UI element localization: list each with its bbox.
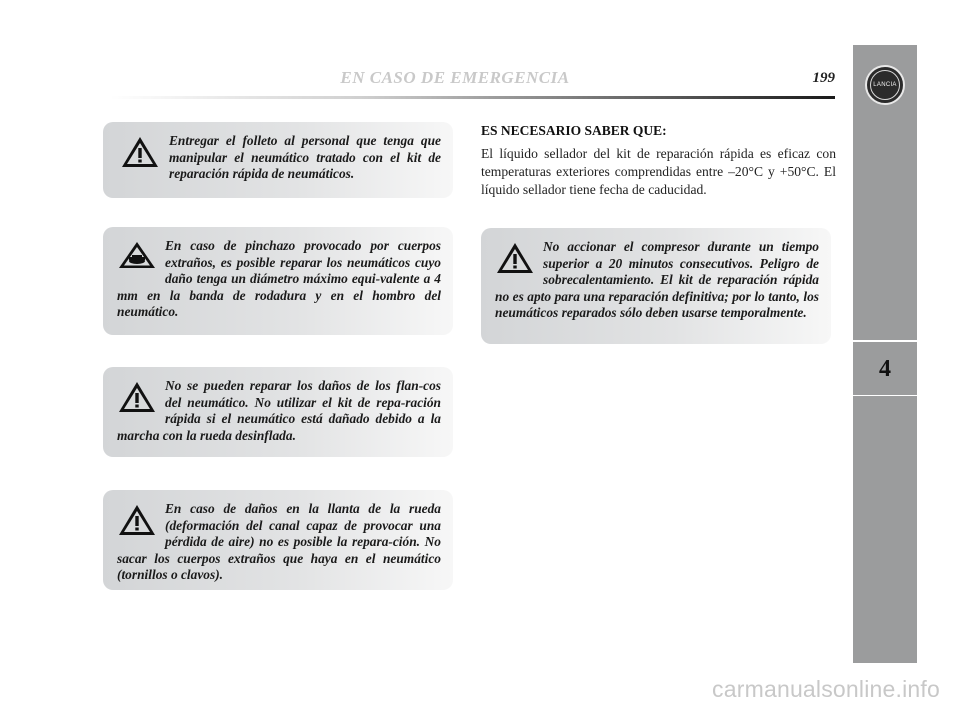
site-watermark: carmanualsonline.info	[712, 676, 940, 702]
sidebar-logo-area	[853, 45, 917, 131]
warning-text: En caso de daños en la llanta de la rueda (deformación del canal capaz de provocar una pérdida de aire) no es posible la repara-ción. No sacar los cuerpos extraños que haya en el neumático (tornillos o clavos).	[117, 501, 441, 582]
warning-triangle-icon	[495, 241, 535, 275]
warning-box	[103, 227, 453, 335]
section-title: EN CASO DE EMERGENCIA	[340, 68, 570, 87]
warning-text: No se pueden reparar los daños de los flan-cos del neumático. No utilizar el kit de repa-ración rápida si el neumático está dañado debido a la marcha con la rueda desinflada.	[117, 378, 441, 443]
warning-text: Entregar el folleto al personal que tenga que manipular el neumático tratado con el kit de reparación rápida de neumáticos.	[169, 133, 441, 181]
warning-box	[103, 367, 453, 457]
section-body-text: El líquido sellador del kit de reparación rápida es eficaz con temperaturas exteriores comprendidas entre –20°C y +50°C. El líquido sellador tiene fecha de caducidad.	[481, 146, 836, 197]
warning-triangle-icon	[119, 135, 161, 169]
warning-box	[103, 122, 453, 198]
sidebar-lower-block	[853, 395, 917, 663]
warning-triangle-icon	[117, 503, 157, 537]
page-number: 199	[812, 70, 835, 86]
flat-tire-warning-icon	[117, 240, 157, 270]
header-rule	[110, 96, 835, 99]
lancia-logo-icon	[865, 65, 905, 105]
chapter-number: 4	[879, 355, 891, 382]
logo-text: LANCIA	[870, 70, 900, 100]
warning-text: En caso de pinchazo provocado por cuerpos extraños, es posible reparar los neumáticos cuyo daño tenga un diámetro máximo equi-valente a 4 mm en la banda de rodadura y en el hombro del neumático.	[117, 238, 441, 319]
warning-text: No accionar el compresor durante un tiempo superior a 20 minutos consecutivos. Peligro de sobrecalentamiento. El kit de reparación rápida no es apto para una reparación definitiva; por lo tanto, los neumáticos reparados sólo deben usarse temporalmente.	[495, 239, 819, 320]
warning-box	[481, 228, 831, 344]
sidebar-divider	[853, 340, 917, 342]
warning-triangle-icon	[117, 380, 157, 414]
section-heading: ES NECESARIO SABER QUE:	[481, 123, 667, 138]
warning-box	[103, 490, 453, 590]
chapter-sidebar	[853, 45, 917, 663]
